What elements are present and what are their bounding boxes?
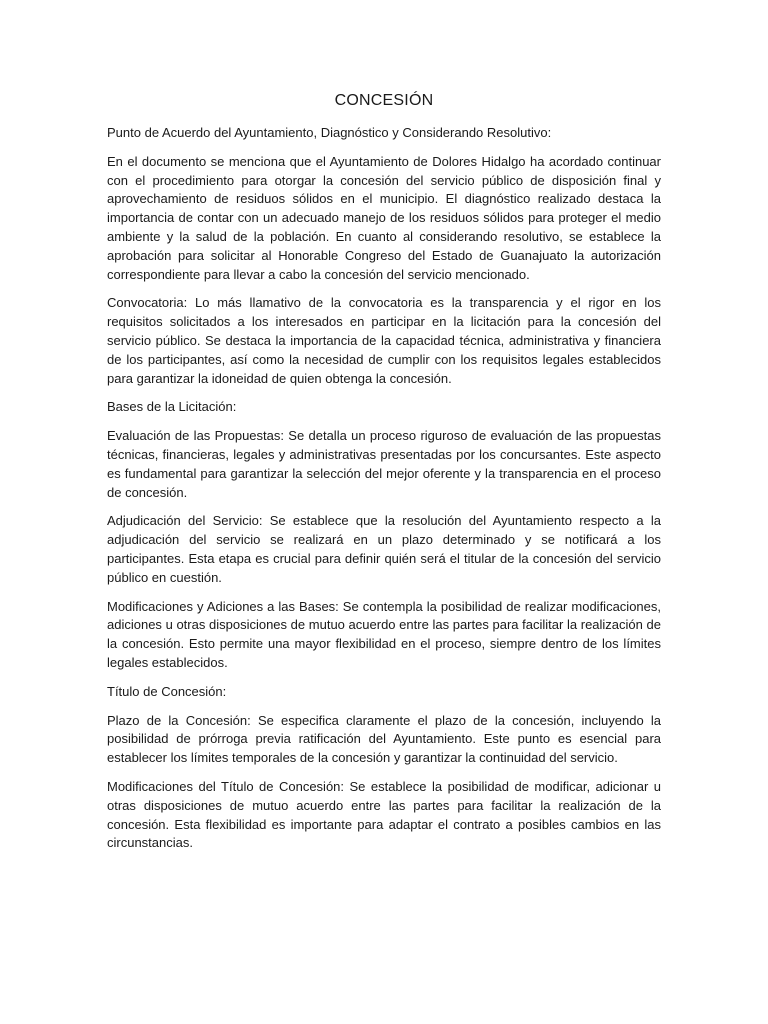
section-heading-bases: Bases de la Licitación:: [107, 399, 237, 415]
paragraph-convocatoria: Convocatoria: Lo más llamativo de la convocatoria es la transparencia y el rigor en los requisitos solicitados a los interesados en participar en la licitación para la concesión del servicio público. Se destaca la importancia de la capacidad técnica, administrativa y financiera de los participantes, así como la necesidad de cumplir con los requisitos legales establecidos para garantizar la idoneidad de quien obtenga la concesión.: [107, 295, 661, 386]
section-heading-titulo: Título de Concesión:: [107, 683, 227, 699]
document-page: [107, 92, 661, 863]
paragraph-plazo: Plazo de la Concesión: Se especifica claramente el plazo de la concesión, incluyendo la posibilidad de prórroga previa ratificación del Ayuntamiento. Este punto es esencial para establecer los límites temporales de la concesión y garantizar la continuidad del servicio.: [107, 712, 661, 766]
paragraph-adjudicacion: Adjudicación del Servicio: Se establece que la resolución del Ayuntamiento respecto a la adjudicación del servicio se realizará en un plazo determinado y se notificará a los participantes. Esta etapa es crucial para definir quién será el titular de la concesión del servicio público en cuestión.: [107, 513, 661, 585]
paragraph-modificaciones-bases: Modificaciones y Adiciones a las Bases: Se contempla la posibilidad de realizar modificaciones, adiciones u otras disposiciones de mutuo acuerdo entre las partes para facilitar la realización de la concesión. Esto permite una mayor flexibilidad en el proceso, siempre dentro de los límites legales establecidos.: [107, 598, 661, 670]
document-title: CONCESIÓN: [334, 92, 434, 109]
paragraph-acuerdo: En el documento se menciona que el Ayuntamiento de Dolores Hidalgo ha acordado continuar con el procedimiento para otorgar la concesión del servicio público de disposición final y aprovechamiento de residuos sólidos en el municipio. El diagnóstico realizado destaca la importancia de contar con un adecuado manejo de los residuos sólidos para proteger el medio ambiente y la salud de la población. En cuanto al considerando resolutivo, se establece la aprobación para solicitar al Honorable Congreso del Estado de Guanajuato la autorización correspondiente para llevar a cabo la concesión del servicio mencionado.: [107, 153, 661, 282]
section-heading-acuerdo: Punto de Acuerdo del Ayuntamiento, Diagnóstico y Considerando Resolutivo:: [107, 125, 552, 140]
paragraph-evaluacion: Evaluación de las Propuestas: Se detalla un proceso riguroso de evaluación de las propuestas técnicas, financieras, legales y administrativas presentadas por los concursantes. Este aspecto es fundamental para garantizar la selección del mejor oferente y la transparencia en el proceso de concesión.: [107, 428, 661, 500]
paragraph-modificaciones-titulo: Modificaciones del Título de Concesión: Se establece la posibilidad de modificar, adicionar u otras disposiciones de mutuo acuerdo entre las partes para facilitar la realización de la concesión. Esta flexibilidad es importante para adaptar el contrato a posibles cambios en las circunstancias.: [107, 778, 661, 851]
